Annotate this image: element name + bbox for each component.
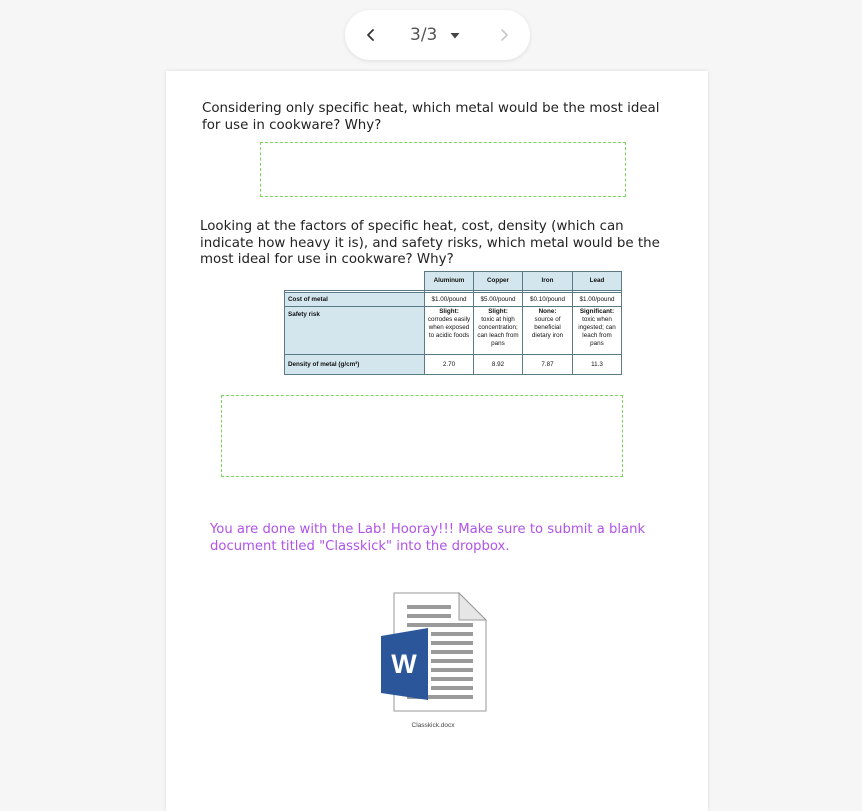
density-lead: 11.3 <box>573 355 622 375</box>
metals-comparison-table <box>284 271 622 375</box>
completion-message: You are done with the Lab! Hooray!!! Make sure to submit a blank document titled "Classkick" into the dropbox. <box>210 522 646 554</box>
chevron-left-icon <box>362 23 380 47</box>
row-label-safety: Safety risk <box>285 307 425 355</box>
cost-aluminum: $1.00/pound <box>425 293 474 307</box>
safety-level: None: <box>538 308 557 315</box>
header-iron: Iron <box>523 272 573 291</box>
safety-level: Significant: <box>579 308 615 315</box>
header-copper: Copper <box>474 272 523 291</box>
previous-page-button[interactable] <box>362 23 380 47</box>
word-document-icon[interactable] <box>380 592 488 714</box>
safety-description: toxic at high concentration; can leach from pans <box>477 316 519 347</box>
question-1-text: Considering only specific heat, which metal would be the most ideal for use in cookware? Why? <box>202 101 660 133</box>
safety-copper <box>474 307 523 355</box>
safety-level: Slight: <box>488 308 508 315</box>
density-iron: 7.87 <box>523 355 573 375</box>
safety-description: source of beneficial dietary iron <box>531 316 564 339</box>
chevron-right-icon <box>495 23 513 47</box>
safety-description: toxic when ingested; can leach from pans <box>578 316 616 347</box>
density-aluminum: 2.70 <box>425 355 474 375</box>
density-copper: 8.92 <box>474 355 523 375</box>
cost-copper: $5.00/pound <box>474 293 523 307</box>
row-label-density: Density of metal (g/cm³) <box>285 355 425 375</box>
header-aluminum: Aluminum <box>425 272 474 291</box>
page-navigator <box>345 10 530 60</box>
safety-description: corrodes easily when exposed to acidic foods <box>427 316 471 339</box>
safety-aluminum <box>425 307 474 355</box>
page-count-label: 3/3 <box>410 25 438 45</box>
word-letter: W <box>391 649 417 679</box>
next-page-button[interactable] <box>495 23 513 47</box>
worksheet-page <box>166 71 708 811</box>
header-lead: Lead <box>573 272 622 291</box>
answer-box-1[interactable] <box>260 142 626 197</box>
question-2-text: Looking at the factors of specific heat, cost, density (which can indicate how heavy it is), and safety risks, which metal would be the most ideal for use in cookware? Why? <box>200 219 660 267</box>
cost-iron: $0.10/pound <box>523 293 573 307</box>
safety-iron <box>523 307 573 355</box>
answer-box-2[interactable] <box>221 395 623 477</box>
page-select-dropdown[interactable] <box>403 22 465 48</box>
cost-lead: $1.00/pound <box>573 293 622 307</box>
row-label-cost: Cost of metal <box>285 293 425 307</box>
caret-down-icon <box>449 22 461 56</box>
safety-lead <box>573 307 622 355</box>
table-corner-cell <box>285 272 425 291</box>
safety-level: Slight: <box>439 308 459 315</box>
attachment-filename[interactable]: Classkick.docx <box>411 722 455 729</box>
